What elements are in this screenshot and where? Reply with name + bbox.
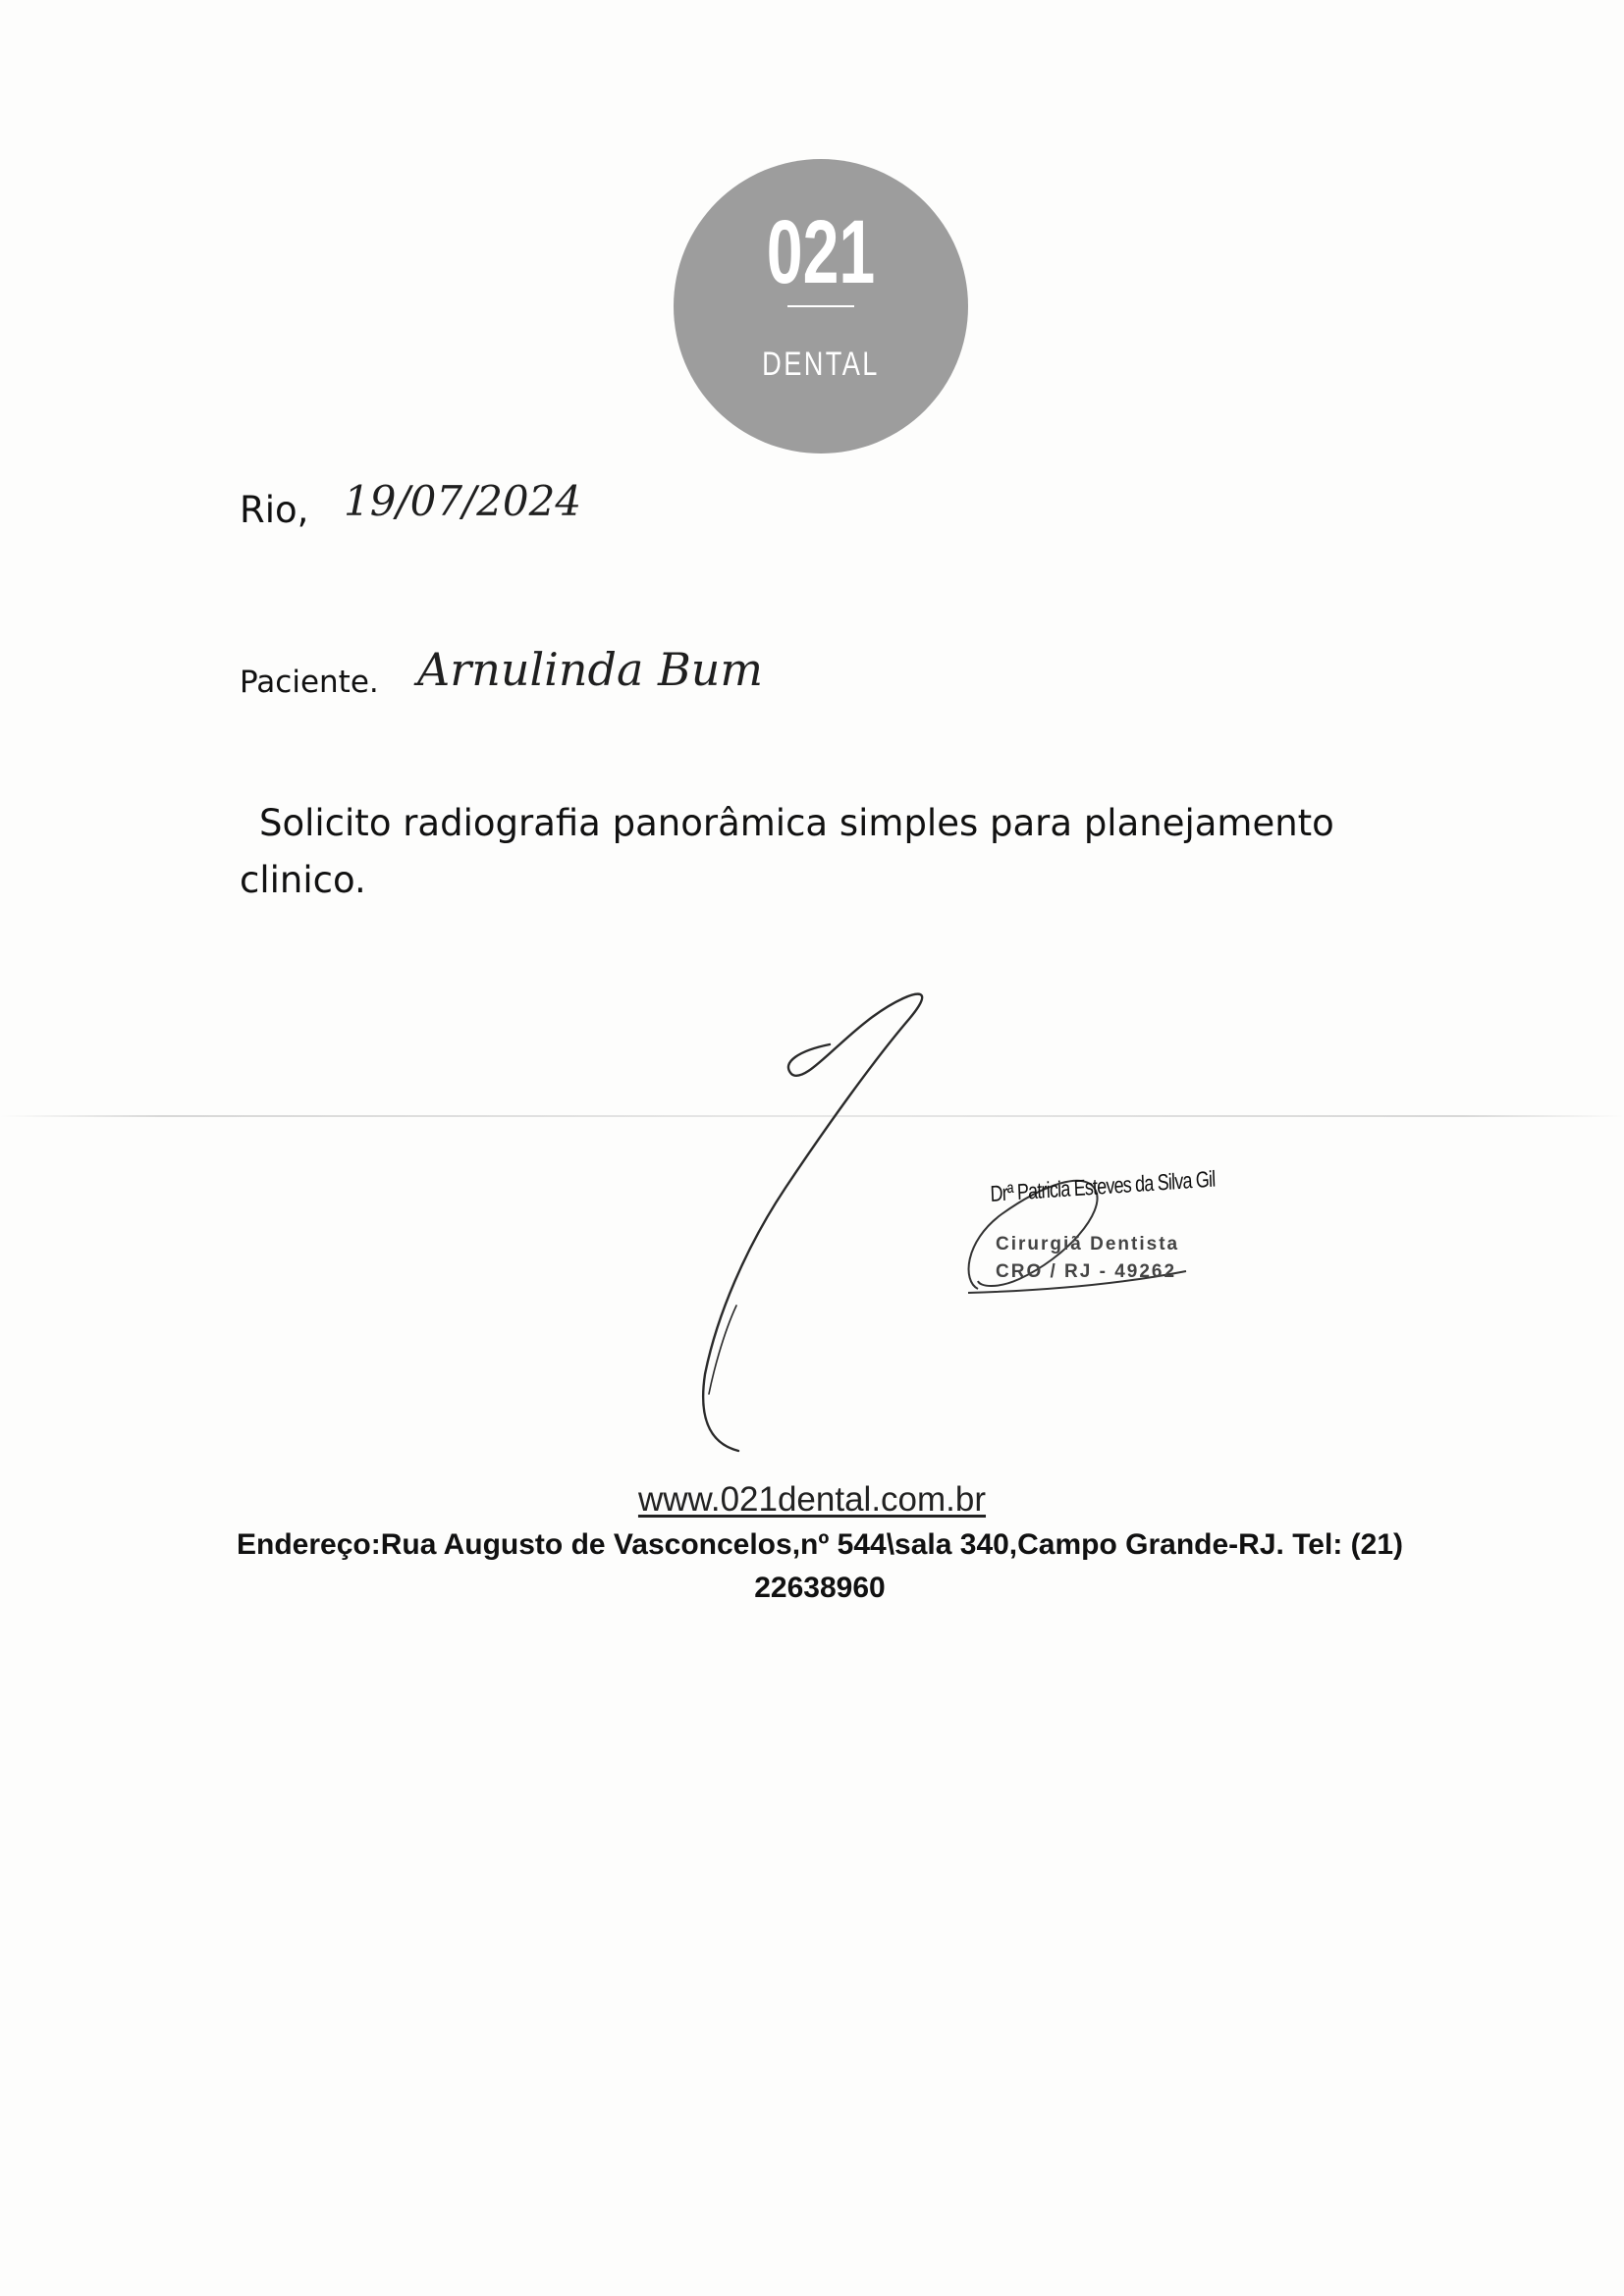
logo-word: DENTAL	[762, 345, 880, 383]
stamp-registration: CRO / RJ - 49262	[996, 1261, 1177, 1282]
date-label: Rio,	[240, 489, 309, 531]
stamp-role: Cirurgiã Dentista	[996, 1234, 1180, 1255]
professional-stamp	[958, 1163, 1223, 1301]
stamp-name: Drª Patricia Esteves da Silva Gil	[990, 1165, 1216, 1206]
website-link[interactable]: www.021dental.com.br	[637, 1480, 987, 1519]
request-text: Solicito radiografia panorâmica simples para planejamento clinico.	[240, 802, 1334, 901]
logo-number: 021	[766, 200, 876, 302]
patient-label: Paciente.	[240, 665, 379, 700]
footer-website[interactable]	[0, 1480, 1624, 1520]
date-value-handwritten: 19/07/2024	[344, 477, 582, 525]
footer-address: Endereço:Rua Augusto de Vasconcelos,nº 544\sala 340,Campo Grande-RJ. Tel: (21) 22638960	[237, 1528, 1403, 1604]
clinic-logo	[672, 157, 970, 455]
patient-name-handwritten: Arnulinda Bum	[417, 643, 764, 696]
